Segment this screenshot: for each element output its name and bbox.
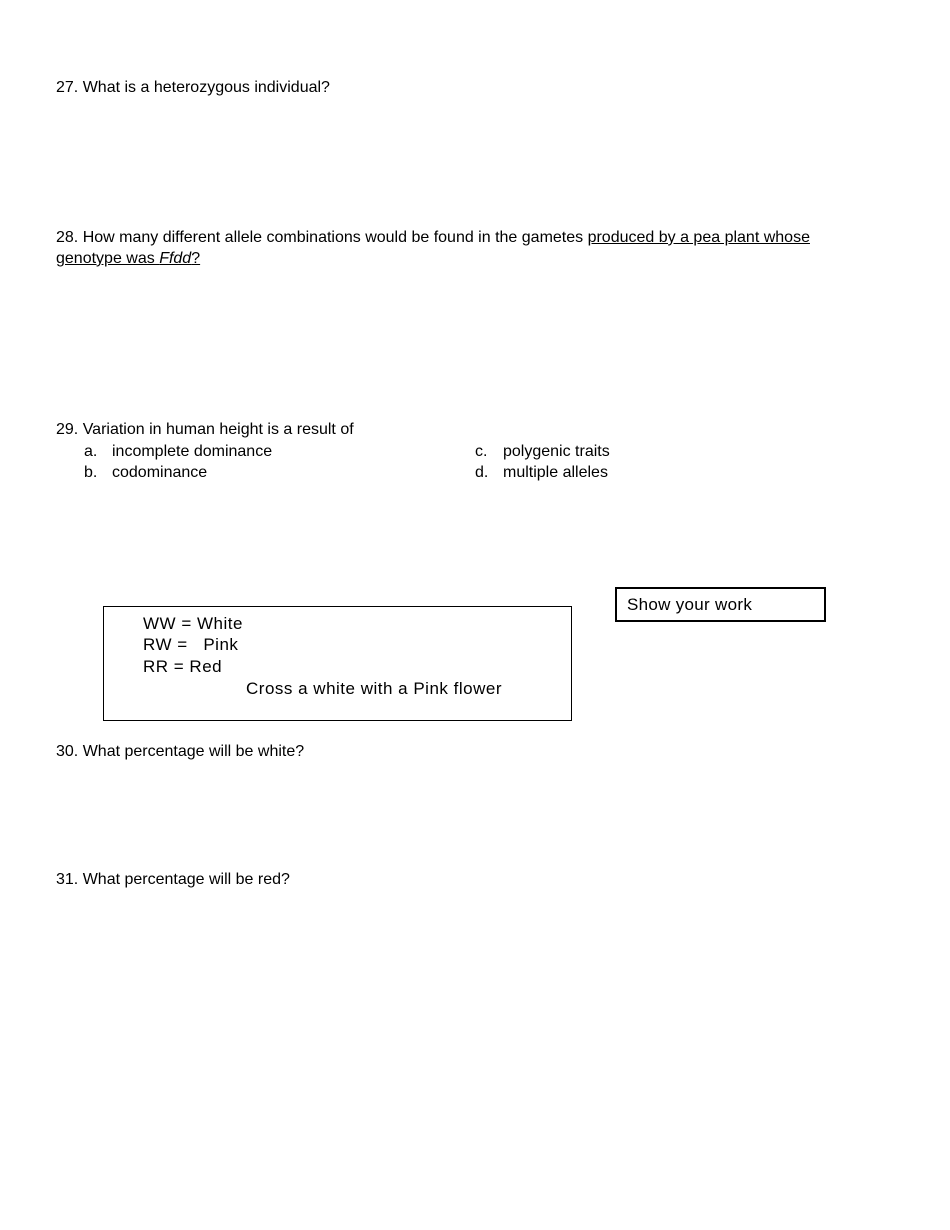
question-28-genotype: Ffdd	[159, 250, 192, 267]
question-30: 30. What percentage will be white?	[56, 743, 305, 760]
question-28-suffix: ?	[191, 250, 201, 267]
question-29-option-a	[84, 441, 272, 462]
question-28	[56, 227, 876, 269]
option-letter: b.	[84, 464, 98, 481]
question-29-option-d	[475, 462, 608, 483]
show-your-work-box	[615, 587, 826, 622]
question-27: 27. What is a heterozygous individual?	[56, 79, 330, 96]
question-28-prefix: 28. How many different allele combinations would be found in the gametes	[56, 229, 588, 246]
question-29-option-c	[475, 441, 610, 462]
key-line-pink: RW = Pink	[143, 635, 239, 654]
cross-instruction: Cross a white with a Pink flower	[246, 679, 502, 698]
genotype-key-box	[103, 606, 572, 721]
question-31: 31. What percentage will be red?	[56, 871, 290, 888]
option-letter: d.	[475, 464, 489, 481]
option-text: polygenic traits	[503, 443, 610, 460]
question-29: 29. Variation in human height is a result of	[56, 421, 354, 438]
show-your-work-label: Show your work	[627, 595, 753, 614]
option-text: incomplete dominance	[112, 443, 273, 460]
option-letter: a.	[84, 443, 98, 460]
question-28-underlined-text: produced by a pea plant whose genotype was	[56, 229, 810, 267]
question-29-option-b	[84, 462, 207, 483]
option-letter: c.	[475, 443, 488, 460]
option-text: multiple alleles	[503, 464, 608, 481]
key-line-white: WW = White	[143, 614, 243, 633]
key-line-red: RR = Red	[143, 657, 223, 676]
option-text: codominance	[112, 464, 208, 481]
